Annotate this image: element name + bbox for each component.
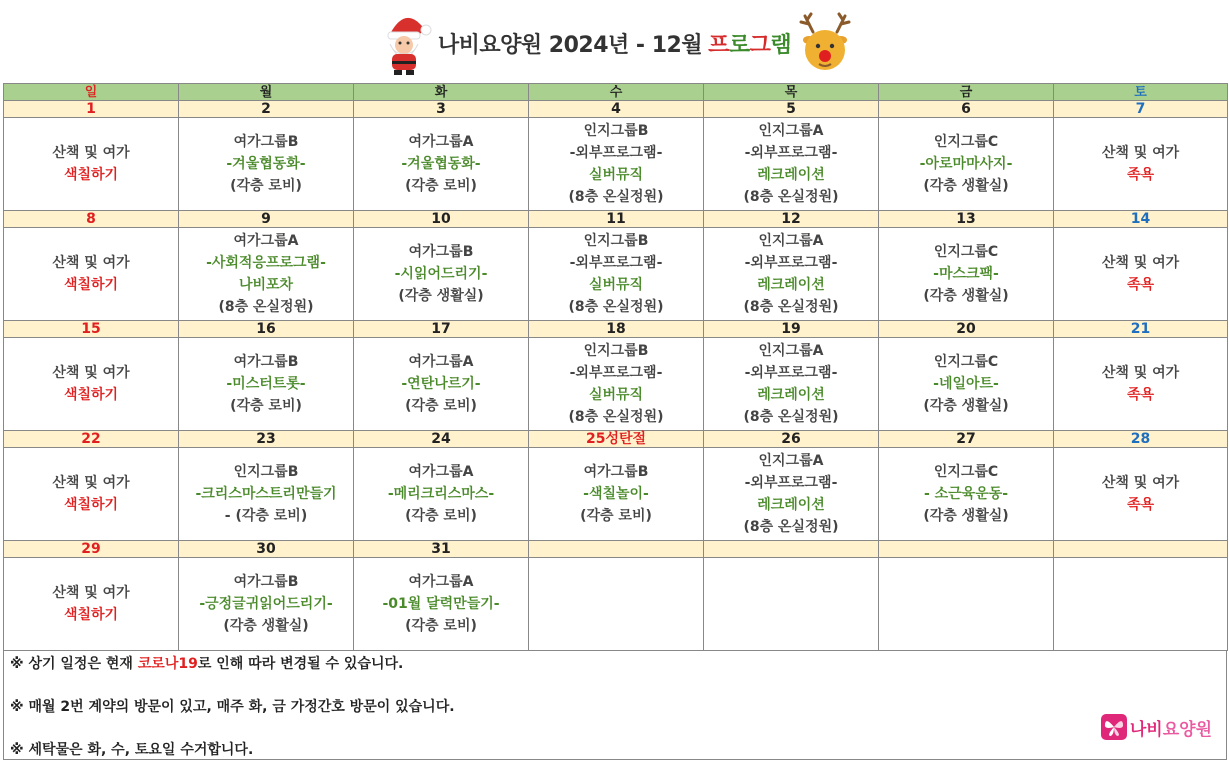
program-subtitle: -외부프로그램- (744, 475, 838, 491)
logo-text-part1: 나비 (1129, 719, 1163, 740)
program-name: -메리크리스마스- (387, 486, 495, 502)
program-cell-thu (704, 228, 879, 321)
date-cell-sat: 21 (1054, 321, 1228, 338)
program-subtitle: -외부프로그램- (569, 145, 663, 161)
date-cell-sun: 29 (4, 541, 179, 558)
program-location: (각층 생활실) (923, 508, 1009, 524)
group-name: 여가그룹A (408, 354, 474, 370)
program-name: -01월 달력만들기- (382, 596, 500, 612)
group-name: 여가그룹B (233, 574, 299, 590)
program-location: (각층 생활실) (223, 618, 309, 634)
weekday-wed: 수 (529, 84, 704, 101)
program-cell-mon (179, 118, 354, 211)
title-char-4: 램 (770, 32, 792, 58)
date-cell-mon: 2 (179, 101, 354, 118)
date-cell-sun: 1 (4, 101, 179, 118)
activity-title: 산책 및 여가 (52, 475, 130, 491)
program-cell-mon (179, 448, 354, 541)
program-cell-fri (879, 448, 1054, 541)
activity-highlight: 족욕 (1126, 167, 1155, 183)
program-cell-tue (354, 338, 529, 431)
title-char-2: 로 (728, 32, 750, 58)
program-cell-tue (354, 228, 529, 321)
date-cell-mon: 30 (179, 541, 354, 558)
title-char-3: 그 (749, 32, 771, 58)
date-cell-fri: 27 (879, 431, 1054, 448)
program-cell-sat (1054, 338, 1228, 431)
group-name: 인지그룹A (758, 343, 824, 359)
calendar-body (4, 101, 1228, 651)
date-cell-tue: 17 (354, 321, 529, 338)
date-cell-tue: 31 (354, 541, 529, 558)
note-1-prefix: ※ 상기 일정은 현재 (10, 656, 138, 672)
activity-title: 산책 및 여가 (52, 255, 130, 271)
date-row (4, 211, 1228, 228)
group-name: 여가그룹A (233, 233, 299, 249)
group-name: 여가그룹B (583, 464, 649, 480)
program-subtitle: -외부프로그램- (744, 255, 838, 271)
program-cell-wed (529, 558, 704, 651)
title-bar (0, 0, 1229, 83)
group-name: 인지그룹A (758, 453, 824, 469)
weekday-sun: 일 (4, 84, 179, 101)
title-char-1: 프 (708, 32, 729, 58)
program-row (4, 338, 1228, 431)
program-cell-thu (704, 448, 879, 541)
date-cell-thu: 5 (704, 101, 879, 118)
program-cell-fri (879, 558, 1054, 651)
date-cell-fri: 20 (879, 321, 1054, 338)
weekday-mon: 월 (179, 84, 354, 101)
date-cell-sun: 15 (4, 321, 179, 338)
program-cell-sat (1054, 558, 1228, 651)
program-cell-fri (879, 228, 1054, 321)
date-row (4, 431, 1228, 448)
program-cell-mon (179, 558, 354, 651)
program-cell-sat (1054, 228, 1228, 321)
program-subtitle: -외부프로그램- (744, 365, 838, 381)
group-name: 인지그룹B (583, 233, 649, 249)
group-name: 여가그룹A (408, 464, 474, 480)
group-name: 여가그룹A (408, 134, 474, 150)
program-row (4, 228, 1228, 321)
program-name: 실버뮤직 (588, 277, 644, 293)
weekday-fri: 금 (879, 84, 1054, 101)
activity-title: 산책 및 여가 (1101, 365, 1180, 381)
butterfly-logo-icon (1101, 714, 1127, 740)
program-cell-thu (704, 558, 879, 651)
program-cell-wed (529, 118, 704, 211)
activity-title: 산책 및 여가 (52, 585, 130, 601)
date-cell-thu: 26 (704, 431, 879, 448)
note-3: ※ 세탁물은 화, 수, 토요일 수거합니다. (10, 742, 254, 758)
group-name: 여가그룹A (408, 574, 474, 590)
program-location: (각층 생활실) (923, 398, 1009, 414)
program-name: -긍정글귀읽어드리기- (199, 596, 333, 612)
date-cell-wed: 4 (529, 101, 704, 118)
program-cell-sun (4, 118, 179, 211)
santa-icon (376, 10, 432, 76)
date-cell-mon: 9 (179, 211, 354, 228)
group-name: 인지그룹C (933, 134, 999, 150)
program-cell-thu (704, 118, 879, 211)
program-cell-sat (1054, 448, 1228, 541)
weekday-header-row (4, 84, 1228, 101)
logo-text-part2: 요양원 (1162, 719, 1212, 740)
program-name: -아로마마사지- (919, 156, 1013, 172)
activity-highlight: 색칠하기 (63, 607, 119, 623)
program-row (4, 558, 1228, 651)
group-name: 인지그룹A (758, 123, 824, 139)
date-row (4, 101, 1228, 118)
title-program (708, 28, 791, 59)
program-name: -마스크팩- (933, 266, 999, 282)
group-name: 여가그룹B (233, 134, 299, 150)
program-subtitle: -외부프로그램- (569, 255, 663, 271)
weekday-tue: 화 (354, 84, 529, 101)
activity-title: 산책 및 여가 (1101, 255, 1180, 271)
program-cell-tue (354, 558, 529, 651)
date-cell-fri (879, 541, 1054, 558)
program-location: (각층 로비) (230, 398, 302, 414)
date-cell-sun: 8 (4, 211, 179, 228)
date-cell-sat: 7 (1054, 101, 1228, 118)
title-inner (0, 10, 1229, 76)
program-location: (8층 온실정원) (743, 519, 839, 535)
activity-highlight: 색칠하기 (63, 167, 119, 183)
group-name: 인지그룹C (933, 354, 999, 370)
program-location: (8층 온실정원) (743, 299, 839, 315)
program-cell-wed (529, 448, 704, 541)
notes-footer (3, 650, 1227, 760)
program-name: 레크레이션 (757, 387, 825, 403)
activity-title: 산책 및 여가 (1101, 145, 1180, 161)
program-cell-sun (4, 228, 179, 321)
nabi-logo (1101, 714, 1212, 740)
date-cell-wed (529, 541, 704, 558)
program-location: - (각층 로비) (224, 508, 308, 524)
program-name: 실버뮤직 (588, 387, 644, 403)
program-cell-wed (529, 338, 704, 431)
program-cell-mon (179, 338, 354, 431)
program-cell-mon (179, 228, 354, 321)
program-name: -연탄나르기- (401, 376, 481, 392)
group-name: 인지그룹A (758, 233, 824, 249)
program-location: (8층 온실정원) (743, 189, 839, 205)
program-cell-sat (1054, 118, 1228, 211)
program-location: (각층 로비) (230, 178, 302, 194)
program-location: (8층 온실정원) (743, 409, 839, 425)
group-name: 인지그룹B (233, 464, 299, 480)
program-name: 나비포차 (238, 277, 294, 293)
program-cell-tue (354, 118, 529, 211)
activity-title: 산책 및 여가 (52, 145, 130, 161)
weekday-sat: 토 (1054, 84, 1228, 101)
group-name: 인지그룹B (583, 123, 649, 139)
date-cell-fri: 13 (879, 211, 1054, 228)
program-name: -색칠놀이- (583, 486, 649, 502)
reindeer-icon (797, 10, 853, 76)
program-location: (각층 로비) (405, 508, 477, 524)
group-name: 여가그룹B (233, 354, 299, 370)
date-cell-mon: 16 (179, 321, 354, 338)
logo-text (1130, 715, 1212, 740)
program-location: (8층 온실정원) (568, 299, 664, 315)
program-name: 레크레이션 (757, 497, 825, 513)
program-name: - 소근육운동- (923, 486, 1009, 502)
program-cell-fri (879, 118, 1054, 211)
program-cell-tue (354, 448, 529, 541)
program-cell-sun (4, 558, 179, 651)
program-name: -미스터트롯- (226, 376, 306, 392)
note-1-highlight: 코로나19 (137, 656, 198, 672)
program-cell-wed (529, 228, 704, 321)
program-cell-sun (4, 448, 179, 541)
group-name: 인지그룹C (933, 244, 999, 260)
activity-title: 산책 및 여가 (1101, 475, 1180, 491)
activity-title: 산책 및 여가 (52, 365, 130, 381)
program-name: -크리스마스트리만들기 (195, 486, 337, 502)
activity-highlight: 색칠하기 (63, 497, 119, 513)
program-name: 레크레이션 (757, 277, 825, 293)
program-name: -사회적응프로그램- (206, 255, 326, 271)
date-cell-sat: 28 (1054, 431, 1228, 448)
date-cell-sat (1054, 541, 1228, 558)
activity-highlight: 족욕 (1126, 277, 1155, 293)
program-name: -네일아트- (933, 376, 999, 392)
date-cell-fri: 6 (879, 101, 1054, 118)
program-location: (8층 온실정원) (568, 189, 664, 205)
date-cell-wed: 18 (529, 321, 704, 338)
activity-highlight: 족욕 (1126, 497, 1155, 513)
note-2: ※ 매월 2번 계약의 방문이 있고, 매주 화, 금 가정간호 방문이 있습니다. (10, 699, 455, 715)
program-name: 레크레이션 (757, 167, 825, 183)
program-name: 실버뮤직 (588, 167, 644, 183)
date-cell-wed: 11 (529, 211, 704, 228)
title-main: 나비요양원 2024년 - 12월 (437, 32, 703, 58)
program-name: -겨울협동화- (401, 156, 481, 172)
date-cell-sat: 14 (1054, 211, 1228, 228)
program-cell-fri (879, 338, 1054, 431)
calendar-table (3, 83, 1228, 651)
group-name: 인지그룹B (583, 343, 649, 359)
program-name: -시읽어드리기- (394, 266, 488, 282)
activity-highlight: 색칠하기 (63, 387, 119, 403)
activity-highlight: 족욕 (1126, 387, 1155, 403)
activity-highlight: 색칠하기 (63, 277, 119, 293)
note-1 (10, 653, 403, 673)
group-name: 인지그룹C (933, 464, 999, 480)
program-location: (8층 온실정원) (568, 409, 664, 425)
program-name: -겨울협동화- (226, 156, 306, 172)
date-cell-mon: 23 (179, 431, 354, 448)
program-location: (각층 로비) (405, 618, 477, 634)
program-location: (8층 온실정원) (218, 299, 314, 315)
program-location: (각층 로비) (405, 178, 477, 194)
program-row (4, 118, 1228, 211)
program-location: (각층 생활실) (923, 178, 1009, 194)
date-cell-thu (704, 541, 879, 558)
program-location: (각층 생활실) (398, 288, 484, 304)
date-row (4, 321, 1228, 338)
group-name: 여가그룹B (408, 244, 474, 260)
program-location: (각층 로비) (405, 398, 477, 414)
date-cell-wed: 25성탄절 (529, 431, 704, 448)
program-row (4, 448, 1228, 541)
program-cell-thu (704, 338, 879, 431)
program-subtitle: -외부프로그램- (569, 365, 663, 381)
program-subtitle: -외부프로그램- (744, 145, 838, 161)
date-cell-tue: 10 (354, 211, 529, 228)
date-row (4, 541, 1228, 558)
weekday-thu: 목 (704, 84, 879, 101)
date-cell-thu: 19 (704, 321, 879, 338)
program-location: (각층 생활실) (923, 288, 1009, 304)
date-cell-tue: 3 (354, 101, 529, 118)
program-location: (각층 로비) (580, 508, 652, 524)
date-cell-tue: 24 (354, 431, 529, 448)
date-cell-thu: 12 (704, 211, 879, 228)
note-1-suffix: 로 인해 따라 변경될 수 있습니다. (197, 656, 404, 672)
program-cell-sun (4, 338, 179, 431)
date-cell-sun: 22 (4, 431, 179, 448)
